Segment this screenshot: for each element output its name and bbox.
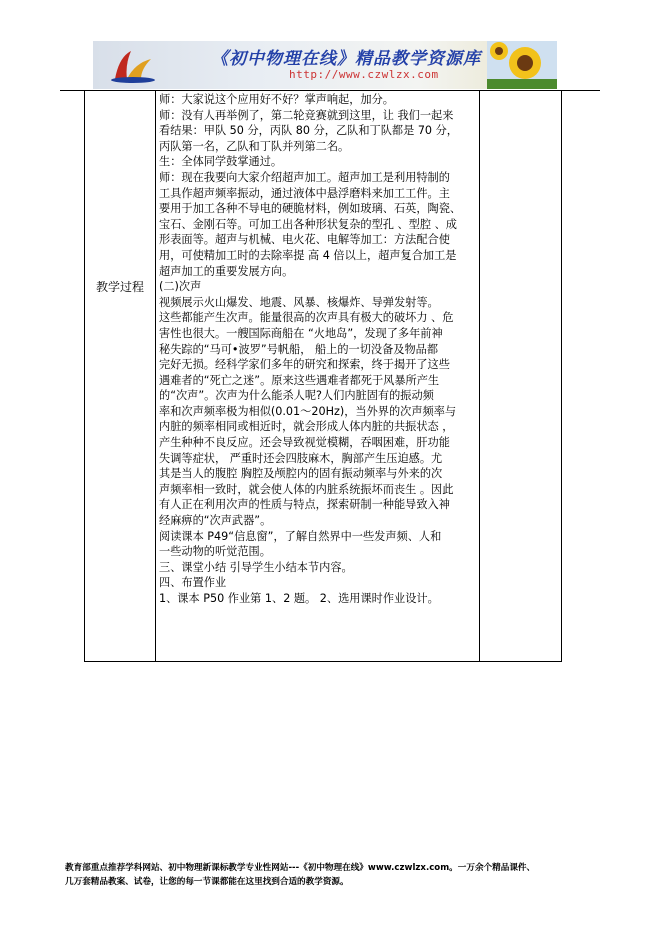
content-line: 阅读课本 P49“信息窗”，了解自然界中一些发声频、人和 <box>159 529 442 543</box>
content-line: 率和次声频率极为相似(0.01～20Hz)，当外界的次声频率与 <box>159 404 457 418</box>
footer-line: 几万套精品教案、试卷，让您的每一节课都能在这里找到合适的教学资源。 <box>65 877 349 887</box>
site-title: 《初中物理在线》精品教学资源库 <box>211 49 481 69</box>
footer-line: 教育部重点推荐学科网站、初中物理新课标教学专业性网站---《初中物理在线》www.czwlzx.com。一万余个精品课件、 <box>65 863 536 873</box>
logo-icon <box>101 45 165 85</box>
content-line: 有人正在利用次声的性质与特点，探索研制一种能导致入神 <box>159 498 450 512</box>
content-line: 师：大家说这个应用好不好？掌声响起，加分。 <box>159 93 394 106</box>
content-line: 失调等症状， 严重时还会四肢麻木，胸部产生压迫感。尤 <box>159 451 443 465</box>
site-url[interactable]: http://www.czwlzx.com <box>289 68 439 81</box>
content-line: 超声加工的重要发展方向。 <box>159 264 294 278</box>
section-heading: 三、课堂小结 引导学生小结本节内容。 <box>159 560 353 574</box>
content-line: 经麻痹的“次声武器”。 <box>159 514 272 528</box>
table-divider-right <box>479 90 480 662</box>
content-line: 宝石、金刚石等。可加工出各种形状复杂的型孔 、型腔 、成 <box>159 217 457 231</box>
content-line: 害性也很大。一艘国际商船在 “火地岛”，发现了多年前神 <box>159 326 443 340</box>
content-line: 一些动物的听觉范围。 <box>159 545 271 559</box>
content-line: 这些都能产生次声。能量很高的次声具有极大的破坏力 、危 <box>159 311 454 325</box>
content-line: 1、课本 P50 作业第 1、2 题。 2、选用课时作业设计。 <box>159 592 439 605</box>
content-line: 完好无损。经科学家们多年的研究和探索，终于揭开了这些 <box>159 358 450 372</box>
content-line: 遇难者的“死亡之迷”。原来这些遇难者都死于风暴所产生 <box>159 373 440 387</box>
content-line: 工具作超声频率振动，通过液体中悬浮磨料来加工工件。主 <box>159 186 450 200</box>
content-line: 生：全体同学鼓掌通过。 <box>159 155 283 169</box>
content-line: 秘失踪的“马可•波罗”号帆船， 船上的一切没备及物品都 <box>159 342 439 356</box>
content-line: 要用于加工各种不导电的硬脆材料，例如玻璃、石英，陶瓷、 <box>159 202 462 216</box>
content-line: 其是当人的腹腔 胸腔及颅腔内的固有振动频率与外来的次 <box>159 467 443 481</box>
section-heading: (二)次声 <box>159 280 202 294</box>
row-label-teaching-process: 教学过程 <box>95 280 144 294</box>
content-line: 形表面等。超声与机械、电火花、电解等加工：方法配合使 <box>159 233 450 247</box>
header-banner <box>93 41 557 89</box>
sunflower-icon <box>487 41 557 89</box>
page-footer <box>65 861 625 889</box>
table-divider-left <box>155 90 156 662</box>
content-line: 丙队第一名，乙队和丁队并列第二名。 <box>159 139 350 153</box>
content-line: 声频率相一致时，就会使人体的内脏系统振坏而丧生 。因此 <box>159 482 454 496</box>
content-line: 用，可使精加工时的去除率提 高 4 倍以上，超声复合加工是 <box>159 248 457 262</box>
content-line: 看结果：甲队 50 分，丙队 80 分，乙队和丁队都是 70 分， <box>159 124 458 138</box>
content-line: 视频展示火山爆发、地震、风暴、核爆炸、导弹发射等。 <box>159 295 439 309</box>
content-line: 师：没有人再举例了，第二轮竞赛就到这里，让 我们一起来 <box>159 108 454 122</box>
content-line: 内脏的频率相同或相近时，就会形成人体内脏的共振状态 ， <box>159 420 454 434</box>
content-line: 产生种种不良反应。还会导致视觉模糊，吞咽困难，肝功能 <box>159 436 450 450</box>
section-heading: 四、布置作业 <box>159 576 227 590</box>
content-line: 师：现在我要向大家介绍超声加工。超声加工是利用特制的 <box>159 170 450 184</box>
content-line: 的“次声”。次声为什么能杀人呢?人们内脏固有的振动频 <box>159 389 434 403</box>
teaching-process-content <box>159 92 477 607</box>
